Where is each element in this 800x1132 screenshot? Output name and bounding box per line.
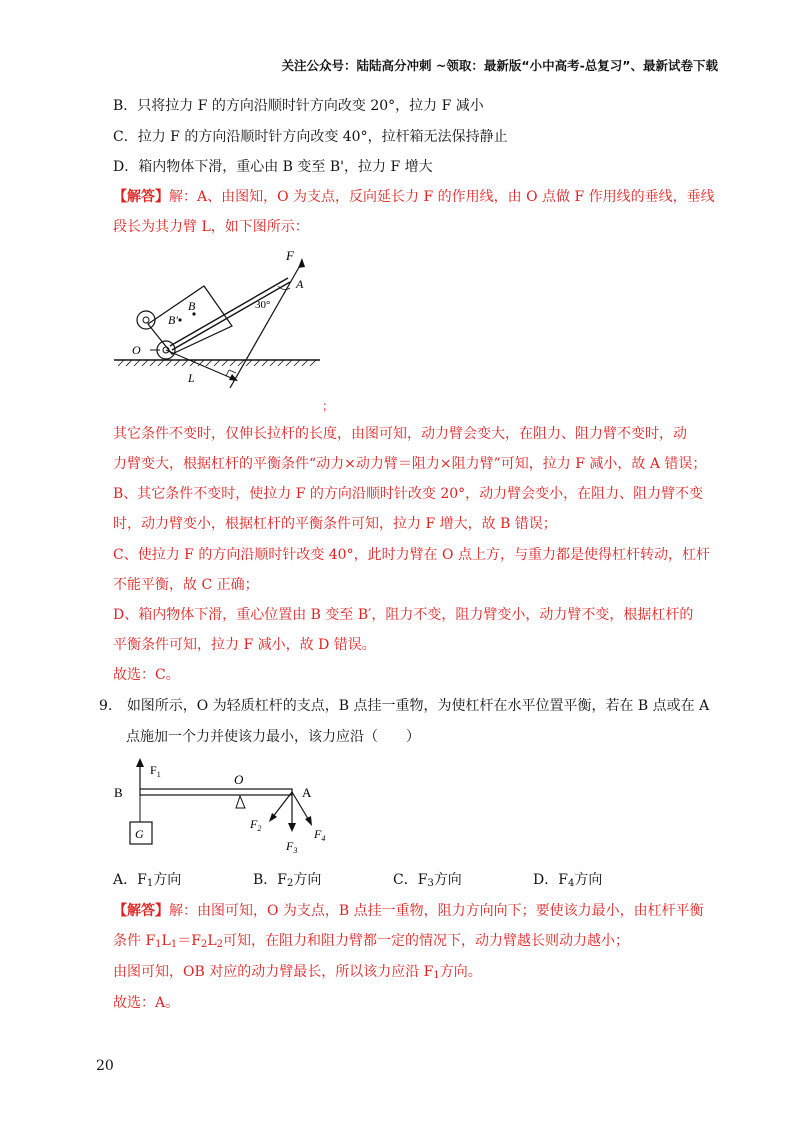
figure-semicolon: ； xyxy=(322,399,335,413)
label-f3: $F_3$ xyxy=(286,839,298,855)
option-d: D．箱内物体下滑，重心由 B 变至 B'，拉力 F 增大 xyxy=(113,159,433,175)
question-stem-text: 如图所示，O 为轻质杠杆的支点，B 点挂一重物，为使杠杆在水平位置平衡，若在 B 点或在 A xyxy=(126,698,710,714)
explanation-line-1: 其它条件不变时，仅伸长拉杆的长度，由图可知，动力臂会变大，在阻力、阻力臂不变时，动 xyxy=(113,426,687,442)
explanation-line-8: 平衡条件可知，拉力 F 减小，故 D 错误。 xyxy=(113,637,376,653)
question-9-stem-1 xyxy=(99,696,709,716)
option-c: C．拉力 F 的方向沿顺时针方向改变 40°，拉杆箱无法保持静止 xyxy=(113,129,508,145)
explanation-line-5: C、使拉力 F 的方向沿顺时针改变 40°，此时力臂在 O 点上方，与重力都是使得杠杆转动，杠杆 xyxy=(113,547,710,563)
label-o: O xyxy=(132,343,141,357)
choices-row xyxy=(113,870,673,894)
label-b: B xyxy=(114,785,123,800)
choice-a[interactable]: A．$F_1$方向 xyxy=(113,872,182,889)
label-a: A xyxy=(302,785,312,800)
page-header: 关注公众号：陆陆高分冲刺 ~领取：最新版“小中高考-总复习”、最新试卷下载 xyxy=(281,58,718,73)
q9-answer-line-3: 由图可知，OB 对应的动力臂最长，所以该力应沿 $F_1$方向。 xyxy=(113,964,482,981)
explanation-line-2: 力臂变大，根据杠杆的平衡条件“动力×动力臂＝阻力×阻力臂”可知，拉力 F 减小，故 A 错误； xyxy=(113,456,707,472)
question-9-stem-2: 点施加一个力并使该力最小，该力应沿（ ） xyxy=(126,729,420,745)
luggage-lever-figure xyxy=(112,248,342,396)
explanation-line-3: B、其它条件不变时，使拉力 F 的方向沿顺时针改变 20°，动力臂会变小，在阻力、阻力臂不变 xyxy=(113,486,704,502)
label-f1: $F_1$ xyxy=(150,763,161,779)
page-number: 20 xyxy=(96,1058,114,1074)
lever-figure xyxy=(112,756,342,860)
label-f4: $F_4$ xyxy=(314,827,326,843)
explanation-line-6: 不能平衡，故 C 正确； xyxy=(113,577,259,593)
label-b-prime: B′ xyxy=(168,313,178,327)
q9-answer-line-1 xyxy=(113,901,704,921)
label-f2: $F_2$ xyxy=(250,817,262,833)
explanation-final: 故选：C。 xyxy=(113,667,180,683)
q9-answer-tag: 【解答】 xyxy=(113,903,169,919)
label-f: F xyxy=(286,248,294,263)
answer-text-1: 解：A、由图知，O 为支点，反向延长力 F 的作用线，由 O 点做 F 作用线的垂线，垂线 xyxy=(169,189,715,205)
choice-b[interactable]: B．$F_2$方向 xyxy=(253,872,322,889)
q9-final-answer: 故选：A。 xyxy=(113,995,180,1011)
label-a: A xyxy=(296,277,304,291)
label-angle: 30° xyxy=(255,299,271,311)
choice-d[interactable]: D．$F_4$方向 xyxy=(533,872,603,889)
label-g: G xyxy=(135,827,144,841)
answer-line-1 xyxy=(113,187,715,207)
option-b: B．只将拉力 F 的方向沿顺时针方向改变 20°，拉力 F 减小 xyxy=(113,98,484,114)
choice-c[interactable]: C．$F_3$方向 xyxy=(393,872,462,889)
explanation-line-4: 时，动力臂变小，根据杠杆的平衡条件可知，拉力 F 增大，故 B 错误； xyxy=(113,516,557,532)
q9-answer-line-2: 条件 $F_1L_1=F_2L_2$可知，在阻力和阻力臂都一定的情况下，动力臂越长则动力越小； xyxy=(113,933,629,950)
label-o: O xyxy=(234,772,244,787)
label-l: L xyxy=(188,371,195,385)
explanation-line-7: D、箱内物体下滑，重心位置由 B 变至 B′，阻力不变，阻力臂变小，动力臂不变，根据杠杆的 xyxy=(113,607,694,623)
answer-line-2: 段长为其力臂 L，如下图所示： xyxy=(113,219,309,235)
q9-answer-text-1: 解：由图可知，O 为支点，B 点挂一重物，阻力方向向下；要使该力最小，由杠杆平衡 xyxy=(169,903,704,919)
answer-tag: 【解答】 xyxy=(113,189,169,205)
question-number: 9. xyxy=(99,698,113,714)
label-b: B xyxy=(188,299,196,313)
